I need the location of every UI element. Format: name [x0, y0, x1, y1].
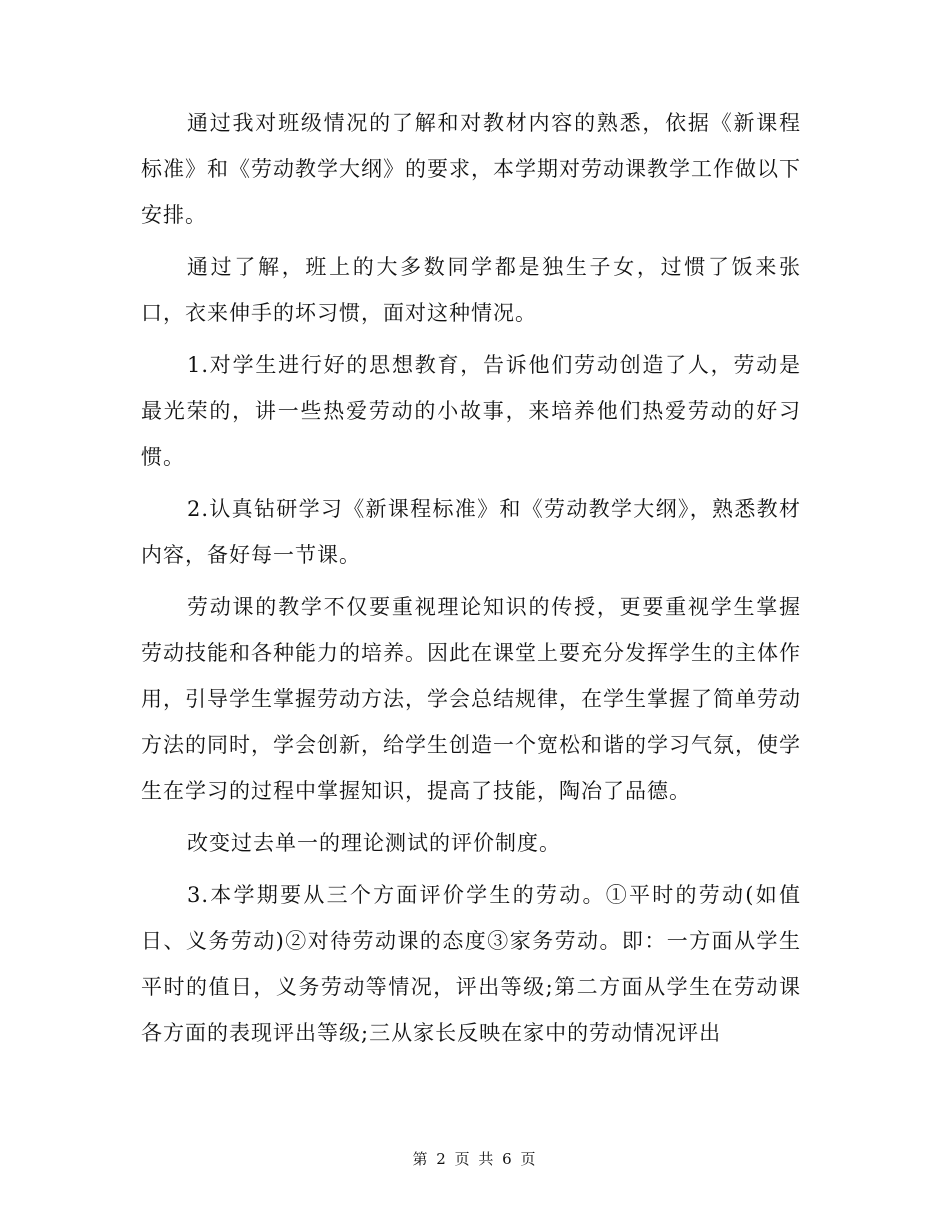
paragraph-7: 3.本学期要从三个方面评价学生的劳动。①平时的劳动(如值日、义务劳动)②对待劳动课的态度③家务劳动。即：一方面从学生平时的值日，义务劳动等情况，评出等级;第二方面从学生在劳动课各方面的表现评出等级;三从家长反映在家中的劳动情况评出 — [141, 883, 801, 1045]
paragraph-5: 劳动课的教学不仅要重视理论知识的传授，更要重视学生掌握劳动技能和各种能力的培养。因此在课堂上要充分发挥学生的主体作用，引导学生掌握劳动方法，学会总结规律，在学生掌握了简单劳动方法的同时，学会创新，给学生创造一个宽松和谐的学习气氛，使学生在学习的过程中掌握知识，提高了技能，陶冶了品德。 — [141, 595, 801, 803]
paragraph-3: 1.对学生进行好的思想教育，告诉他们劳动创造了人，劳动是最光荣的，讲一些热爱劳动的小故事，来培养他们热爱劳动的好习惯。 — [141, 353, 801, 469]
paragraph-1: 通过我对班级情况的了解和对教材内容的熟悉，依据《新课程标准》和《劳动教学大纲》的要求，本学期对劳动课教学工作做以下安排。 — [141, 111, 801, 227]
paragraph-2: 通过了解，班上的大多数同学都是独生子女，过惯了饭来张口，衣来伸手的坏习惯，面对这种情况。 — [141, 255, 801, 325]
document-body — [141, 100, 801, 1062]
paragraph-6: 改变过去单一的理论测试的评价制度。 — [187, 831, 561, 855]
paragraph-4: 2.认真钻研学习《新课程标准》和《劳动教学大纲》，熟悉教材内容，备好每一节课。 — [141, 497, 801, 567]
page-number-footer: 第 2 页 共 6 页 — [412, 1150, 538, 1168]
